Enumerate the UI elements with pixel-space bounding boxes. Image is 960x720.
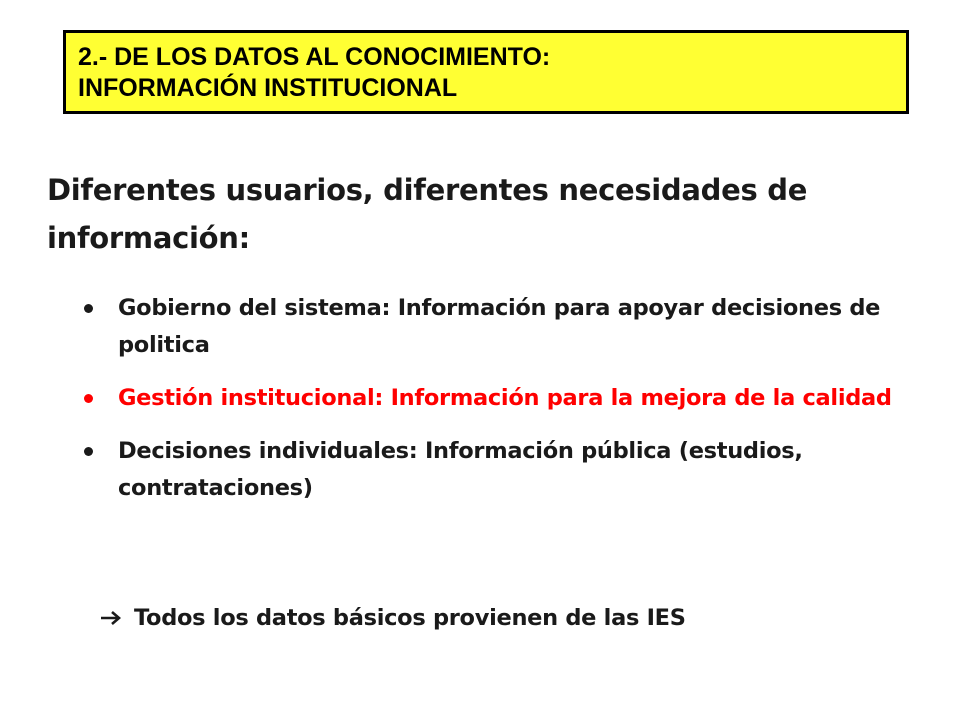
conclusion-line <box>100 600 920 637</box>
bullet-item-gobierno <box>80 290 900 364</box>
bullet-item-gestion <box>80 380 900 417</box>
title-line-2: INFORMACIÓN INSTITUCIONAL <box>78 74 458 102</box>
bullet-text: Decisiones individuales: Información pública (estudios, contrataciones) <box>118 438 803 501</box>
slide-heading: Diferentes usuarios, diferentes necesidades de información: <box>47 173 808 255</box>
arrow-right-icon <box>100 600 124 637</box>
bullet-dot-icon <box>84 394 93 403</box>
title-box <box>63 30 909 114</box>
bullet-list <box>80 290 900 523</box>
bullet-dot-icon <box>84 304 93 313</box>
bullet-text: Gestión institucional: Información para la mejora de la calidad <box>118 385 892 411</box>
title-line-1: 2.- DE LOS DATOS AL CONOCIMIENTO: <box>78 43 551 71</box>
conclusion-text: Todos los datos básicos provienen de las IES <box>134 605 686 631</box>
bullet-dot-icon <box>84 447 93 456</box>
bullet-item-decisiones <box>80 433 900 507</box>
bullet-text: Gobierno del sistema: Información para apoyar decisiones de politica <box>118 295 881 358</box>
